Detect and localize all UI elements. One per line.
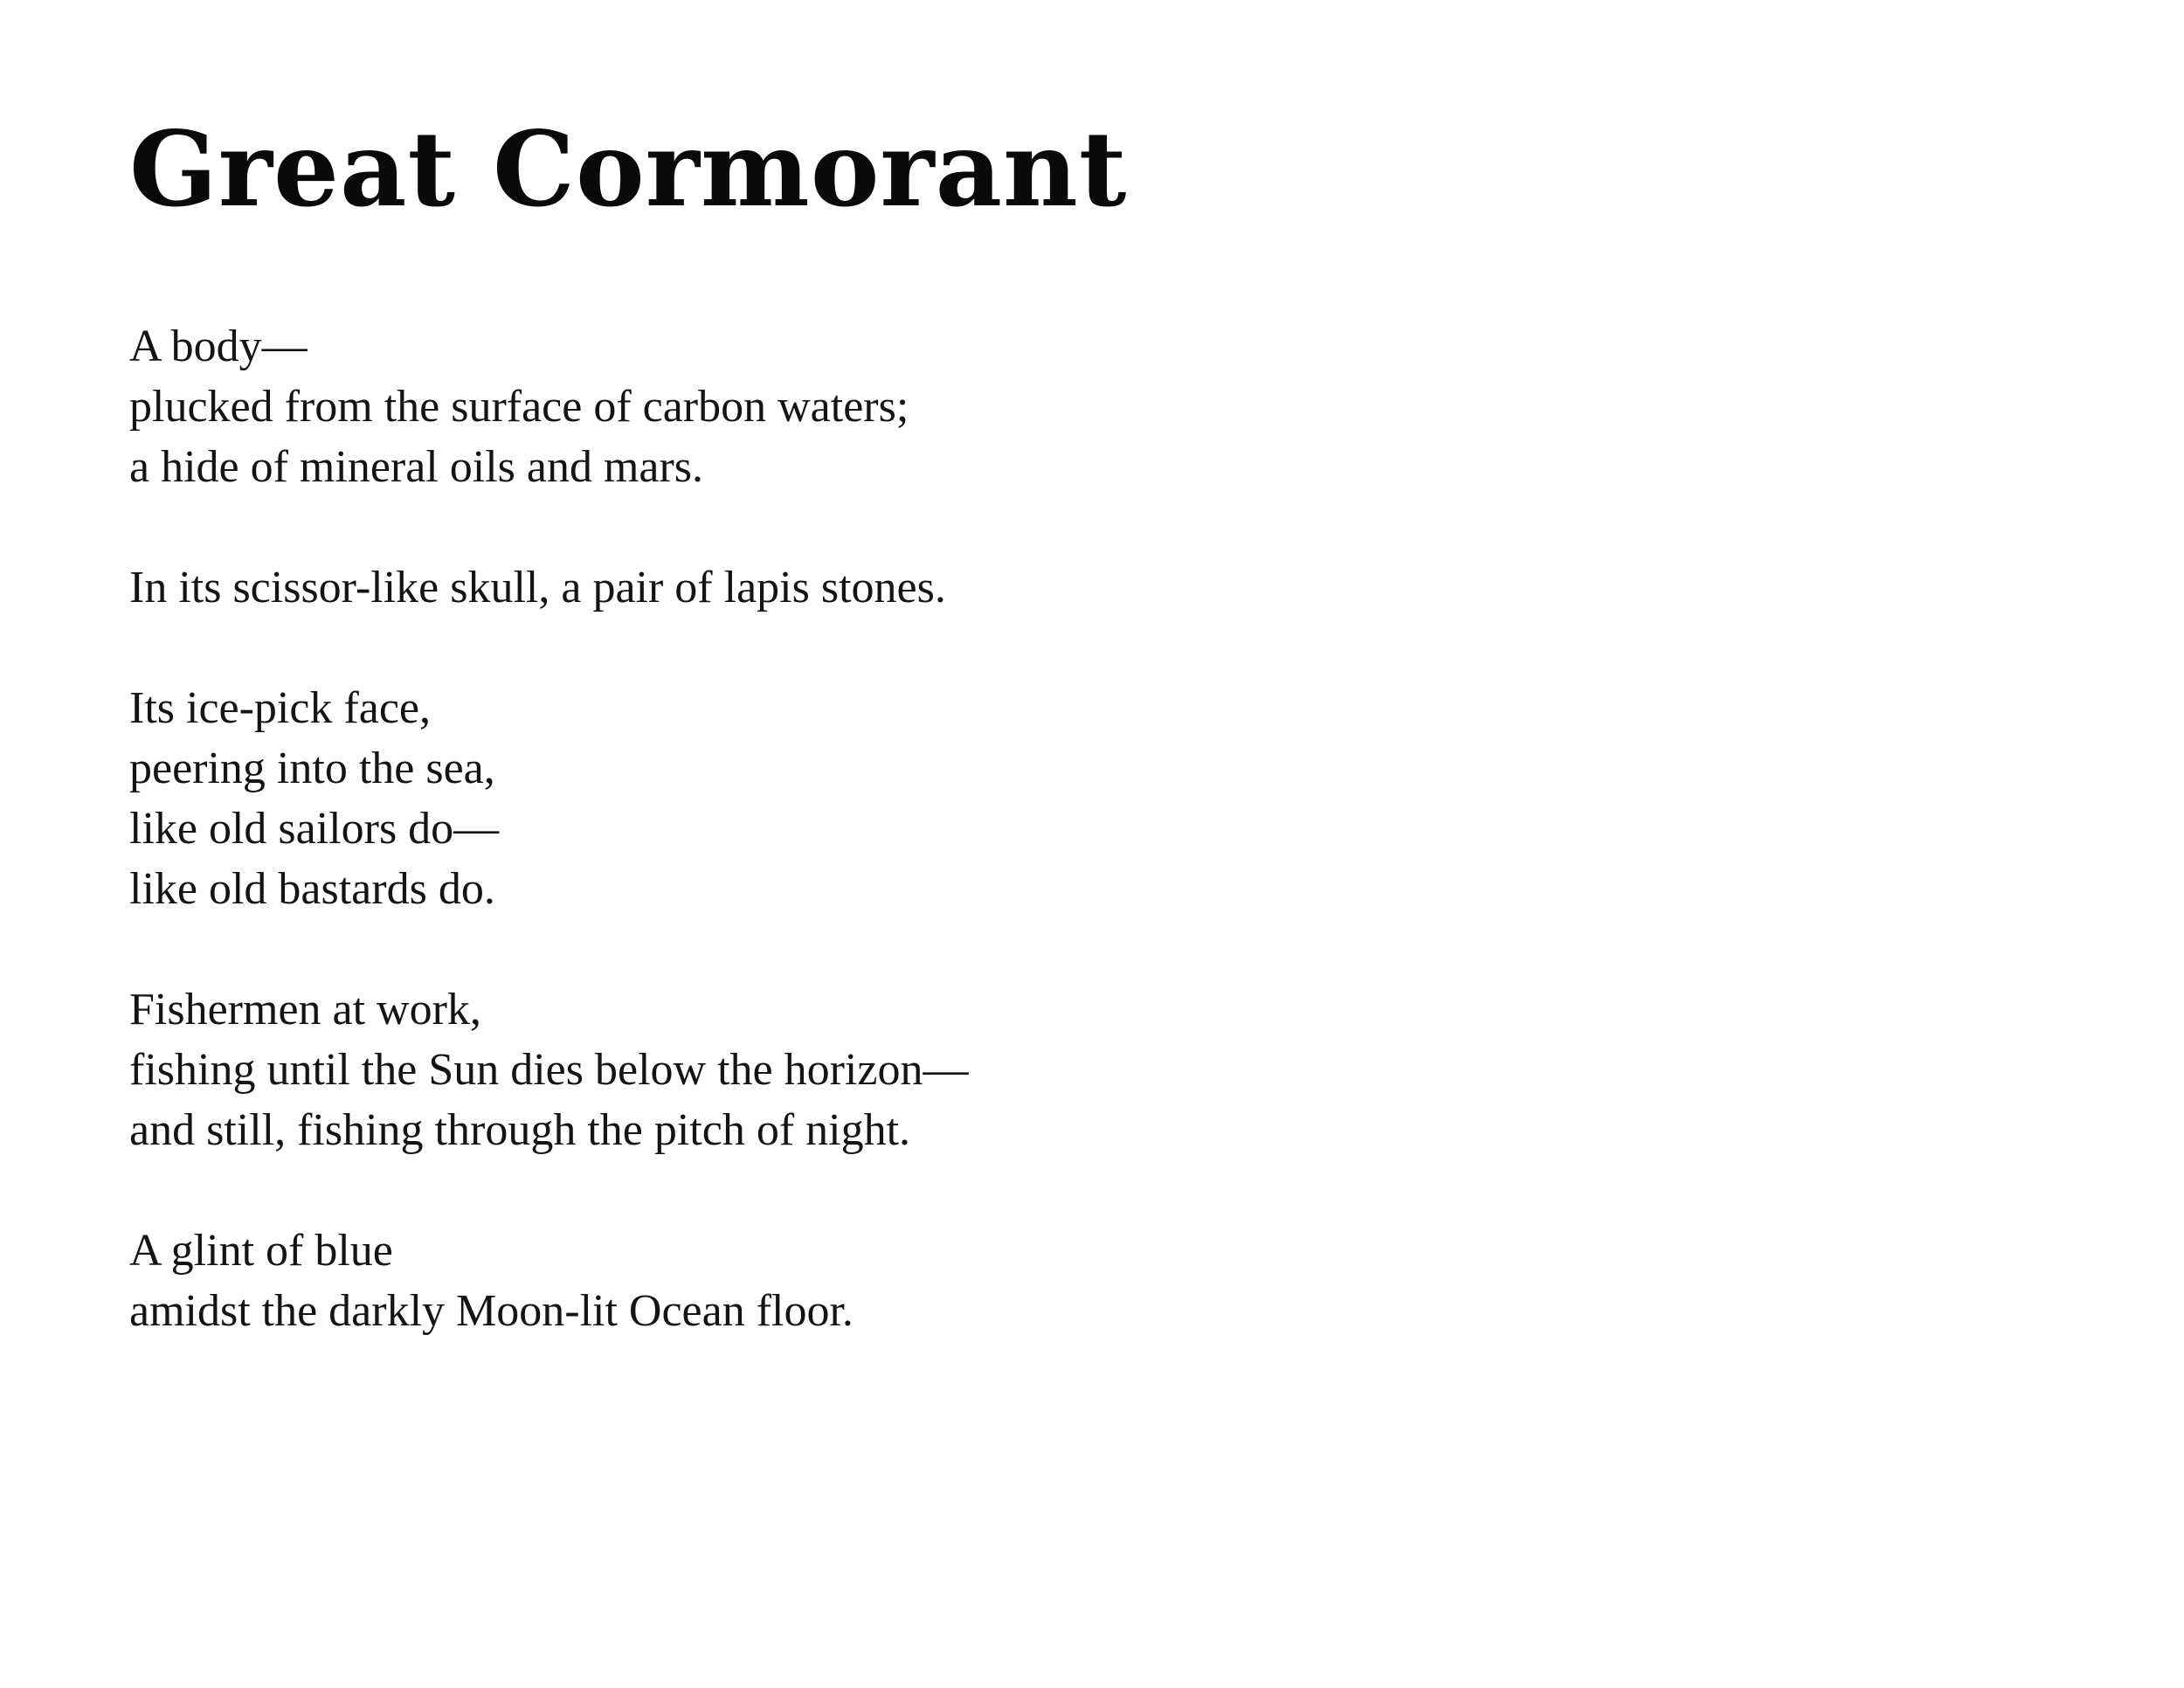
poem-line: In its scissor-like skull, a pair of lapis stones. <box>129 563 946 612</box>
poem-line: and still, fishing through the pitch of night. <box>129 1105 911 1155</box>
poem-line: A glint of blue <box>129 1226 393 1276</box>
poem-line: like old bastards do. <box>129 864 495 914</box>
stanza-2 <box>129 557 968 618</box>
poem-line: peering into the sea, <box>129 744 495 793</box>
stanza-1 <box>129 316 968 497</box>
stanza-4 <box>129 979 968 1160</box>
stanza-3 <box>129 678 968 919</box>
poem-line: amidst the darkly Moon-lit Ocean floor. <box>129 1286 854 1336</box>
poem-line: A body— <box>129 322 308 371</box>
poem-line: Fishermen at work, <box>129 985 481 1034</box>
poem-body <box>129 316 968 1341</box>
poem-title: Great Cormorant <box>129 108 1128 230</box>
poem-line: like old sailors do— <box>129 804 500 854</box>
poem-line: a hide of mineral oils and mars. <box>129 442 704 492</box>
poem-line: plucked from the surface of carbon waters; <box>129 382 909 432</box>
poem-line: Its ice-pick face, <box>129 683 432 733</box>
poem-line: fishing until the Sun dies below the horizon— <box>129 1045 969 1095</box>
stanza-5 <box>129 1221 968 1341</box>
